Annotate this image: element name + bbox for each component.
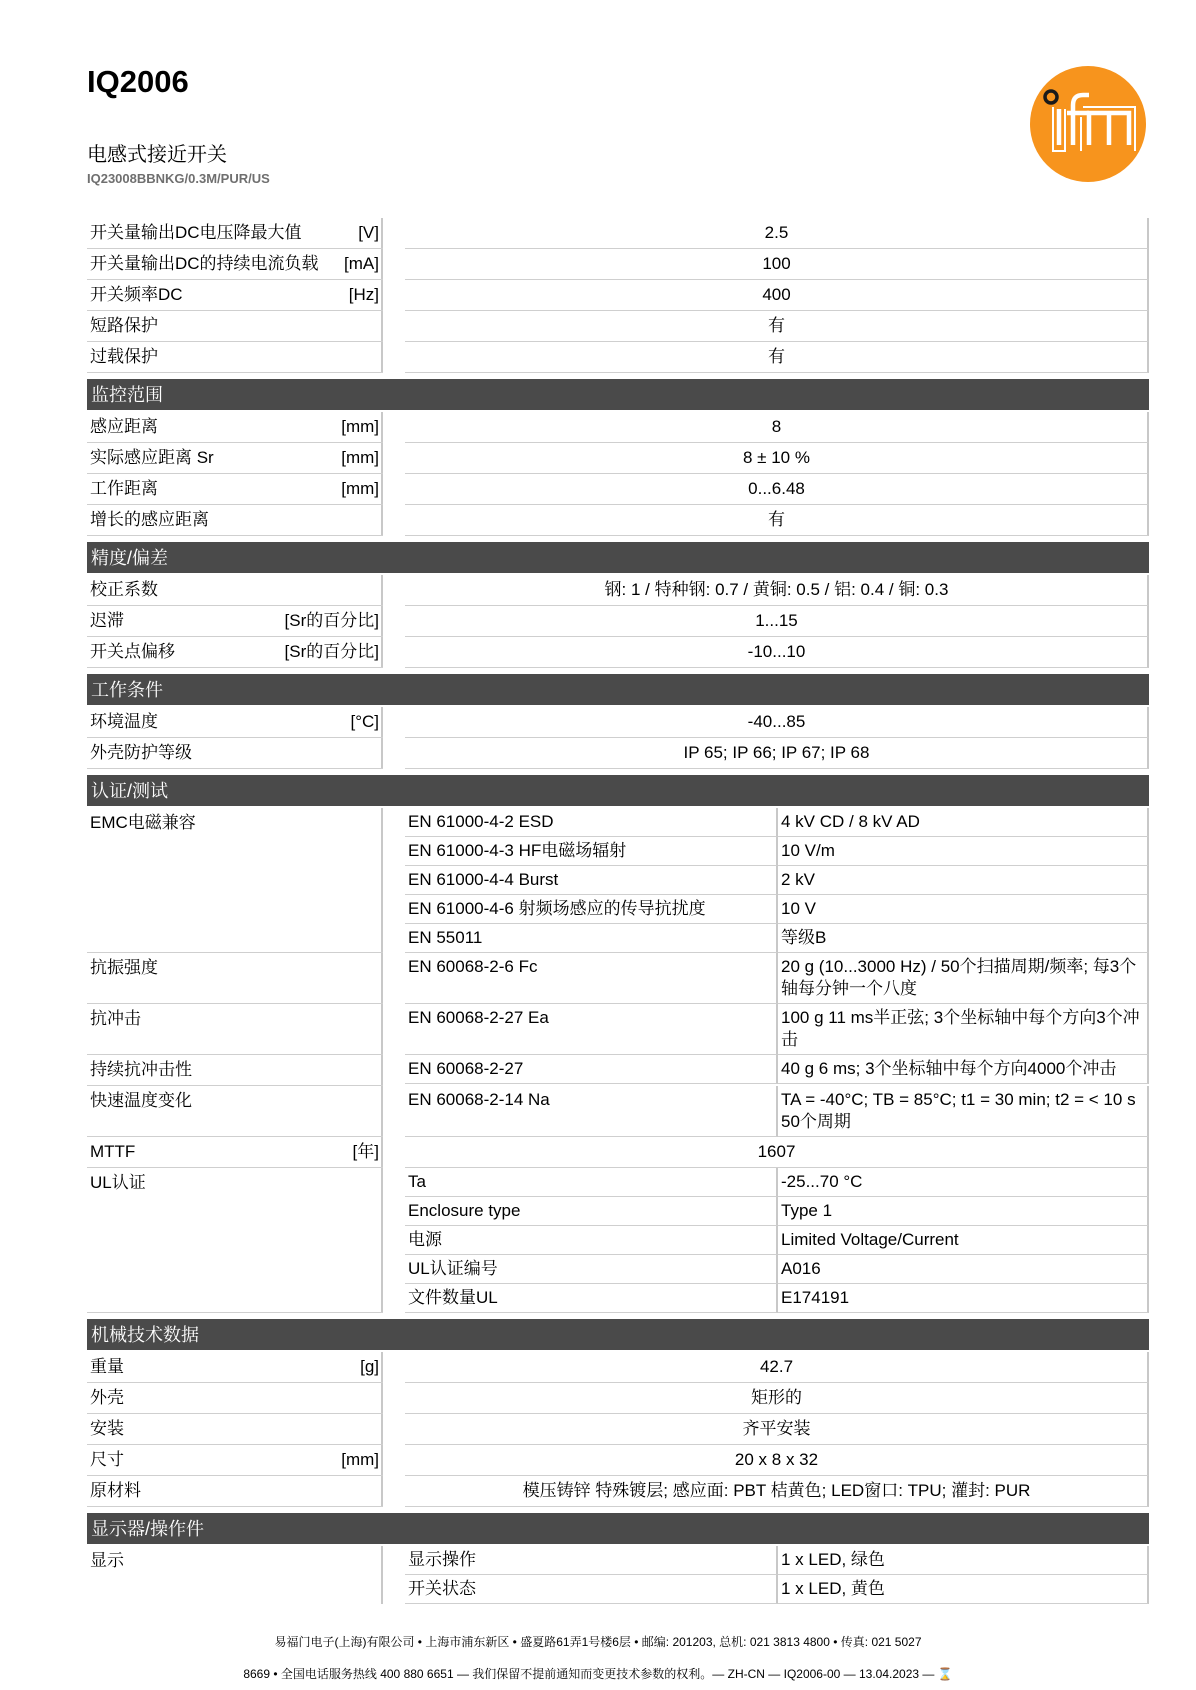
spec-label: 外壳防护等级 <box>90 743 192 762</box>
spec-label: 短路保护 <box>90 316 158 335</box>
spec-row <box>87 575 1149 606</box>
spec-row <box>87 249 1149 280</box>
spec-value: -40...85 <box>405 707 1149 738</box>
spec-value: 100 <box>405 249 1149 280</box>
emc-standard: EN 61000-4-4 Burst <box>405 866 778 895</box>
emc-value: 等级B <box>778 924 1149 953</box>
spec-row-bump <box>87 1055 1149 1086</box>
spec-row <box>87 412 1149 443</box>
spec-row <box>87 1445 1149 1476</box>
display-key: 显示操作 <box>405 1546 778 1575</box>
spec-value: 1...15 <box>405 606 1149 637</box>
spec-unit: [年] <box>352 1142 379 1161</box>
spec-value: 齐平安装 <box>405 1414 1149 1445</box>
spec-value: 有 <box>405 505 1149 536</box>
spec-row <box>87 1383 1149 1414</box>
ul-value: Type 1 <box>778 1197 1149 1226</box>
spec-value: 8 <box>405 412 1149 443</box>
display-value: 1 x LED, 绿色 <box>778 1546 1149 1575</box>
spec-unit: [mm] <box>341 1450 379 1469</box>
emc-value: 4 kV CD / 8 kV AD <box>778 808 1149 837</box>
test-value: 100 g 11 ms半正弦; 3个坐标轴中每个方向3个冲击 <box>778 1004 1149 1055</box>
emc-standard: EN 61000-4-3 HF电磁场辐射 <box>405 837 778 866</box>
ul-key: 电源 <box>405 1226 778 1255</box>
ul-value: E174191 <box>778 1284 1149 1313</box>
emc-value: 2 kV <box>778 866 1149 895</box>
spec-label: 抗振强度 <box>90 958 158 977</box>
spec-label: UL认证 <box>90 1173 146 1192</box>
ul-value: -25...70 °C <box>778 1168 1149 1197</box>
spec-row-display <box>87 1546 1149 1604</box>
test-value: 40 g 6 ms; 3个坐标轴中每个方向4000个冲击 <box>778 1055 1149 1084</box>
ul-value: A016 <box>778 1255 1149 1284</box>
section-header-display: 显示器/操作件 <box>87 1513 1149 1544</box>
test-standard: EN 60068-2-27 Ea <box>405 1004 778 1055</box>
emc-value: 10 V <box>778 895 1149 924</box>
footer-address: 易福门电子(上海)有限公司 • 上海市浦东新区 • 盛夏路61弄1号楼6层 • 邮编: 201203, 总机: 021 3813 4800 • 传真: 021 5027 <box>274 1635 922 1649</box>
section-header-monitor: 监控范围 <box>87 379 1149 410</box>
spec-label: 尺寸 <box>90 1450 124 1469</box>
spec-row <box>87 637 1149 668</box>
spec-value: 400 <box>405 280 1149 311</box>
spec-label: 迟滞 <box>90 611 124 630</box>
spec-label: 快速温度变化 <box>90 1091 192 1110</box>
emc-standard: EN 61000-4-2 ESD <box>405 808 778 837</box>
spec-unit: [Sr的百分比] <box>284 642 379 661</box>
spec-unit: [Sr的百分比] <box>284 611 379 630</box>
spec-label: 校正系数 <box>90 580 158 599</box>
test-standard: EN 60068-2-6 Fc <box>405 953 778 1004</box>
spec-row <box>87 280 1149 311</box>
display-key: 开关状态 <box>405 1575 778 1604</box>
spec-label: 开关频率DC <box>90 285 183 304</box>
section-header-operating: 工作条件 <box>87 674 1149 705</box>
spec-row-emc <box>87 808 1149 953</box>
spec-value: 有 <box>405 311 1149 342</box>
spec-label: 开关量输出DC的持续电流负载 <box>90 254 319 273</box>
emc-standard: EN 55011 <box>405 924 778 953</box>
test-value: TA = -40°C; TB = 85°C; t1 = 30 min; t2 = < 10 s 50个周期 <box>778 1086 1149 1137</box>
test-standard: EN 60068-2-14 Na <box>405 1086 778 1137</box>
spec-label: 开关量输出DC电压降最大值 <box>90 223 302 242</box>
display-value: 1 x LED, 黄色 <box>778 1575 1149 1604</box>
spec-label: 环境温度 <box>90 712 158 731</box>
ul-value: Limited Voltage/Current <box>778 1226 1149 1255</box>
spec-label: 显示 <box>90 1551 124 1570</box>
spec-row <box>87 342 1149 373</box>
spec-label: 原材料 <box>90 1481 141 1500</box>
spec-row <box>87 218 1149 249</box>
spec-label: 感应距离 <box>90 417 158 436</box>
spec-label: 外壳 <box>90 1388 124 1407</box>
spec-unit: [Hz] <box>348 285 379 304</box>
spec-value: 矩形的 <box>405 1383 1149 1414</box>
spec-label: EMC电磁兼容 <box>90 813 196 832</box>
spec-row-vibration <box>87 953 1149 1004</box>
spec-row-temp-change <box>87 1086 1149 1137</box>
spec-unit: [mm] <box>341 479 379 498</box>
spec-row-shock <box>87 1004 1149 1055</box>
spec-unit: [mm] <box>341 417 379 436</box>
spec-label: MTTF <box>90 1142 136 1161</box>
spec-label: 重量 <box>90 1357 124 1376</box>
spec-value: 0...6.48 <box>405 474 1149 505</box>
spec-row-mttf <box>87 1137 1149 1168</box>
spec-unit: [mA] <box>344 254 379 273</box>
ul-key: 文件数量UL <box>405 1284 778 1313</box>
test-value: 20 g (10...3000 Hz) / 50个扫描周期/频率; 每3个轴每分钟一个八度 <box>778 953 1149 1004</box>
spec-label: 实际感应距离 Sr <box>90 448 214 467</box>
spec-value: 2.5 <box>405 218 1149 249</box>
spec-label: 开关点偏移 <box>90 642 175 661</box>
spec-unit: [°C] <box>350 712 379 731</box>
spec-unit: [V] <box>358 223 379 242</box>
spec-row <box>87 1476 1149 1507</box>
section-header-approvals: 认证/测试 <box>87 775 1149 806</box>
spec-row <box>87 606 1149 637</box>
spec-label: 过载保护 <box>90 347 158 366</box>
spec-value: 8 ± 10 % <box>405 443 1149 474</box>
spec-unit: [mm] <box>341 448 379 467</box>
spec-value: 有 <box>405 342 1149 373</box>
section-header-mechanical: 机械技术数据 <box>87 1319 1149 1350</box>
spec-label: 持续抗冲击性 <box>90 1060 192 1079</box>
ifm-logo <box>1029 65 1147 183</box>
spec-value: -10...10 <box>405 637 1149 668</box>
ul-key: Ta <box>405 1168 778 1197</box>
spec-label: 增长的感应距离 <box>90 510 209 529</box>
article-code: IQ23008BBNKG/0.3M/PUR/US <box>87 171 270 186</box>
spec-label: 安装 <box>90 1419 124 1438</box>
spec-row <box>87 707 1149 738</box>
ul-key: UL认证编号 <box>405 1255 778 1284</box>
ul-key: Enclosure type <box>405 1197 778 1226</box>
spec-value: 模压铸锌 特殊镀层; 感应面: PBT 桔黄色; LED窗口: TPU; 灌封: PUR <box>405 1476 1149 1507</box>
spec-row-ul <box>87 1168 1149 1313</box>
spec-sheet <box>87 218 1149 1604</box>
emc-value: 10 V/m <box>778 837 1149 866</box>
spec-row <box>87 474 1149 505</box>
spec-value: 1607 <box>405 1137 1149 1168</box>
product-subtitle: 电感式接近开关 <box>87 144 227 166</box>
logo-text: ifm <box>1087 175 1089 176</box>
spec-label: 抗冲击 <box>90 1009 141 1028</box>
spec-unit: [g] <box>360 1357 379 1376</box>
spec-row <box>87 443 1149 474</box>
spec-value: 42.7 <box>405 1352 1149 1383</box>
section-header-accuracy: 精度/偏差 <box>87 542 1149 573</box>
footer-legal: 8669 • 全国电话服务热线 400 880 6651 — 我们保留不提前通知而变更技术参数的权利。— ZH-CN — IQ2006-00 — 13.04.2023 — ⌛ <box>243 1667 953 1681</box>
spec-value: 20 x 8 x 32 <box>405 1445 1149 1476</box>
spec-row <box>87 738 1149 769</box>
spec-row <box>87 1352 1149 1383</box>
spec-row <box>87 505 1149 536</box>
product-title: IQ2006 <box>87 64 189 99</box>
spec-value: 钢: 1 / 特种钢: 0.7 / 黄铜: 0.5 / 铝: 0.4 / 铜: 0.3 <box>405 575 1149 606</box>
spec-label: 工作距离 <box>90 479 158 498</box>
spec-row <box>87 1414 1149 1445</box>
emc-standard: EN 61000-4-6 射频场感应的传导抗扰度 <box>405 895 778 924</box>
spec-value: IP 65; IP 66; IP 67; IP 68 <box>405 738 1149 769</box>
spec-row <box>87 311 1149 342</box>
test-standard: EN 60068-2-27 <box>405 1055 778 1084</box>
